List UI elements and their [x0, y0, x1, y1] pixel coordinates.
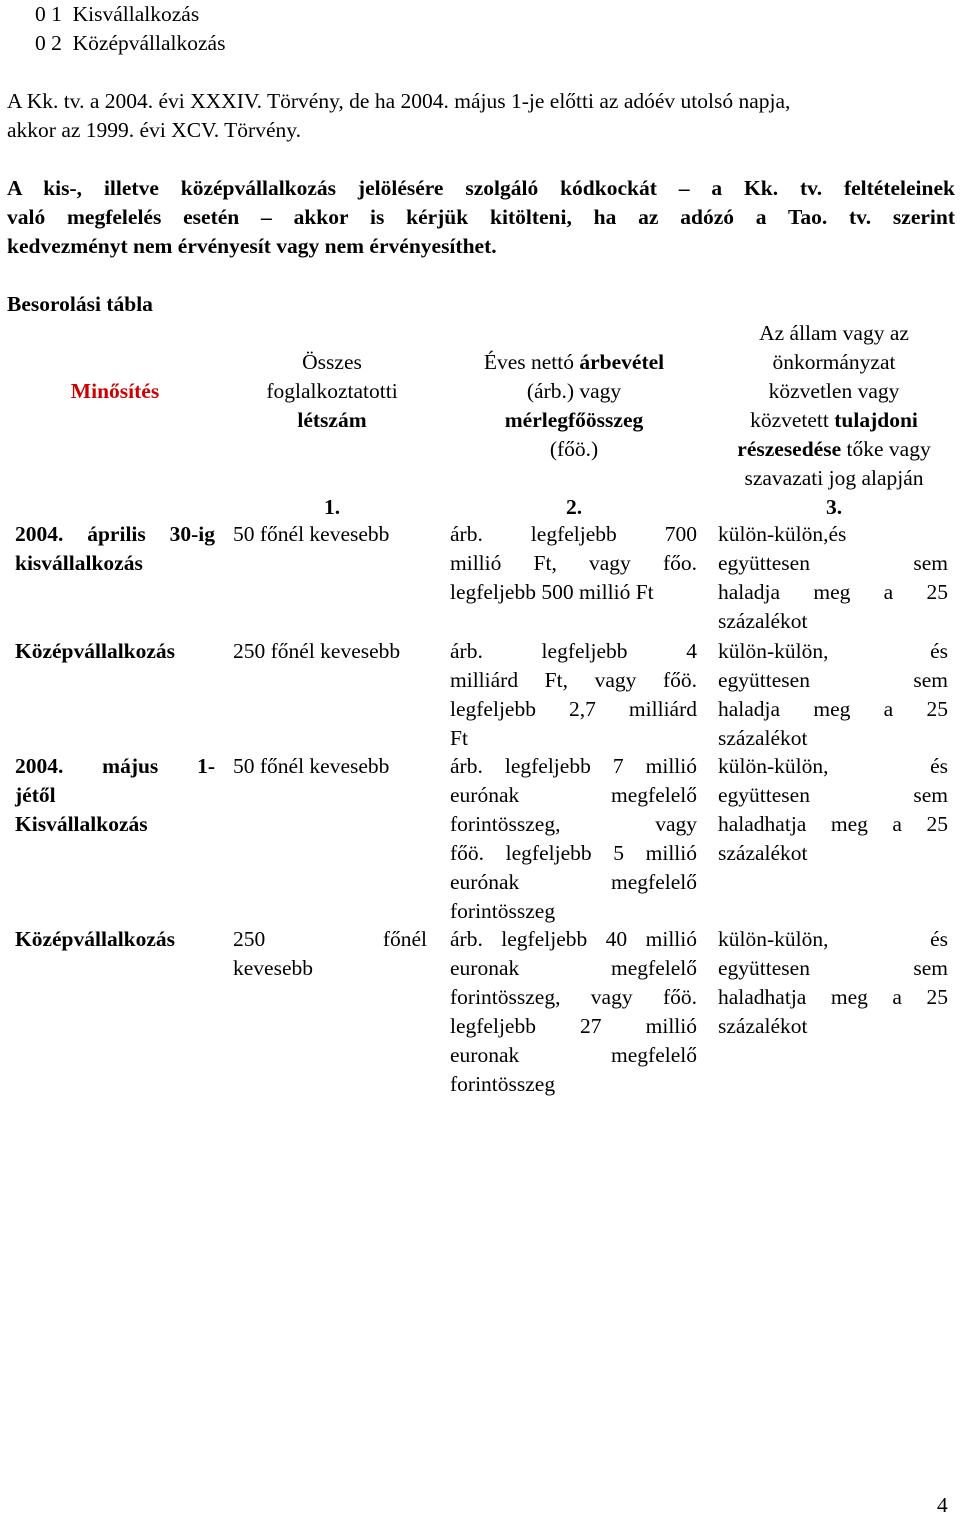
- bold-note-line-1: A kis-, illetve középvállalkozás jelölésére szolgáló kódkockát – a Kk. tv. feltételeinek: [7, 176, 955, 200]
- row-staff-line: 250 főnél: [233, 927, 427, 951]
- row-staff-line: 250 főnél kevesebb: [233, 639, 401, 663]
- row-revenue-line: főö. legfeljebb 5 millió: [450, 841, 697, 865]
- row-label-line: kisvállalkozás: [15, 551, 143, 575]
- row-ownership-line: külön-külön, és: [718, 927, 948, 951]
- row-revenue-line: euronak megfelelő: [450, 956, 697, 980]
- code-label: Kisvállalkozás: [72, 2, 200, 26]
- row-ownership-3: [718, 752, 948, 868]
- code-item-2: [35, 29, 225, 58]
- header-ownership-line-4: [712, 406, 956, 435]
- column-number-2: 2.: [565, 495, 583, 519]
- header-ownership-line-2: önkormányzat: [772, 350, 896, 374]
- bold-note-line-2: való megfelelés esetén – akkor is kérjük kitölteni, ha az adózó a Tao. tv. szerint: [7, 205, 955, 229]
- row-label-line: Kisvállalkozás: [15, 812, 148, 836]
- row-label-line: jétől: [15, 783, 56, 807]
- row-revenue-line: árb. legfeljebb 7 millió: [450, 754, 697, 778]
- row-staff-1: [233, 520, 427, 549]
- header-ownership-line-4-bold: tulajdoni: [834, 408, 918, 432]
- row-ownership-line: együttesen sem: [718, 551, 948, 575]
- row-revenue-line: forintösszeg, vagy főö.: [450, 985, 697, 1009]
- row-label-3: [15, 752, 215, 839]
- row-staff-4: [233, 925, 427, 983]
- row-ownership-line: haladhatja meg a 25: [718, 812, 948, 836]
- row-ownership-line: százalékot: [718, 609, 808, 633]
- header-ownership-line-6: szavazati jog alapján: [744, 466, 924, 490]
- row-revenue-line: legfeljebb 27 millió: [450, 1014, 697, 1038]
- row-staff-line: 50 főnél kevesebb: [233, 754, 390, 778]
- row-revenue-line: forintösszeg: [450, 899, 556, 923]
- row-staff-line: 50 főnél kevesebb: [233, 522, 390, 546]
- column-number-3: 3.: [825, 495, 843, 519]
- row-revenue-4: [450, 925, 697, 1099]
- row-revenue-line: árb. legfeljebb 4: [450, 639, 697, 663]
- code-number: 0 1: [35, 2, 62, 26]
- header-revenue-line-2: (árb.) vagy: [526, 379, 622, 403]
- law-note-line-1: A Kk. tv. a 2004. évi XXXIV. Törvény, de ha 2004. május 1-je előtti az adóév utolsó napja,: [7, 89, 791, 113]
- row-revenue-line: Ft: [450, 726, 468, 750]
- row-ownership-1: [718, 520, 948, 636]
- row-revenue-line: millió Ft, vagy főo.: [450, 551, 697, 575]
- header-ownership: [712, 319, 956, 493]
- row-staff-2: [233, 637, 427, 666]
- header-revenue-line-3: mérlegfőösszeg: [504, 408, 644, 432]
- table-title: Besorolási tábla: [7, 292, 153, 316]
- page-number: 4: [937, 1493, 948, 1517]
- row-revenue-line: árb. legfeljebb 40 millió: [450, 927, 697, 951]
- row-ownership-line: százalékot: [718, 1014, 808, 1038]
- row-label-1: [15, 520, 215, 578]
- row-revenue-3: [450, 752, 697, 926]
- header-ownership-line-5: [712, 435, 956, 464]
- header-qualification: Minősítés: [70, 379, 160, 403]
- header-staff-line-2: foglalkoztatotti: [266, 379, 398, 403]
- row-label-line: 2004. május 1-: [15, 754, 215, 778]
- bold-note-line-3: kedvezményt nem érvényesít vagy nem érvényesíthet.: [7, 234, 497, 258]
- row-revenue-line: forintösszeg: [450, 1072, 556, 1096]
- row-ownership-line: százalékot: [718, 841, 808, 865]
- row-label-4: [15, 925, 215, 954]
- row-staff-line: kevesebb: [233, 956, 313, 980]
- header-ownership-line-4-plain: közvetett: [750, 408, 835, 432]
- row-revenue-line: milliárd Ft, vagy főö.: [450, 668, 697, 692]
- row-label-line: 2004. április 30-ig: [15, 522, 215, 546]
- code-label: Középvállalkozás: [72, 31, 226, 55]
- row-ownership-line: haladhatja meg a 25: [718, 985, 948, 1009]
- code-item-1: [35, 0, 199, 29]
- row-label-2: [15, 637, 215, 666]
- law-note-line-2: akkor az 1999. évi XCV. Törvény.: [7, 118, 301, 142]
- header-revenue-line-1-bold: árbevétel: [579, 350, 665, 374]
- header-revenue-line-1: [448, 348, 700, 377]
- header-revenue-line-1-plain: Éves nettó: [483, 350, 580, 374]
- row-revenue-line: eurónak megfelelő: [450, 870, 697, 894]
- row-revenue-line: euronak megfelelő: [450, 1043, 697, 1067]
- row-ownership-line: haladja meg a 25: [718, 697, 948, 721]
- row-ownership-line: együttesen sem: [718, 956, 948, 980]
- header-revenue: [448, 348, 700, 464]
- row-label-line: Középvállalkozás: [15, 927, 176, 951]
- row-ownership-line: százalékot: [718, 726, 808, 750]
- row-ownership-line: együttesen sem: [718, 783, 948, 807]
- code-number: 0 2: [35, 31, 62, 55]
- row-ownership-line: együttesen sem: [718, 668, 948, 692]
- row-revenue-1: [450, 520, 697, 607]
- row-ownership-line: külön-külön, és: [718, 639, 948, 663]
- row-revenue-line: legfeljebb 2,7 milliárd: [450, 697, 697, 721]
- row-ownership-4: [718, 925, 948, 1041]
- row-revenue-2: [450, 637, 697, 753]
- header-staff: [232, 348, 432, 435]
- row-ownership-line: külön-külön, és: [718, 754, 948, 778]
- header-ownership-line-3: közvetlen vagy: [768, 379, 900, 403]
- row-revenue-line: forintösszeg, vagy: [450, 812, 697, 836]
- row-ownership-2: [718, 637, 948, 753]
- header-ownership-line-1: Az állam vagy az: [759, 321, 909, 345]
- row-revenue-line: eurónak megfelelő: [450, 783, 697, 807]
- column-number-1: 1.: [323, 495, 341, 519]
- row-label-line: Középvállalkozás: [15, 639, 176, 663]
- row-revenue-line: legfeljebb 500 millió Ft: [450, 580, 654, 604]
- header-revenue-line-4: (főö.): [549, 437, 599, 461]
- row-ownership-line: külön-külön,és: [718, 522, 847, 546]
- row-staff-3: [233, 752, 427, 781]
- row-ownership-line: haladja meg a 25: [718, 580, 948, 604]
- row-revenue-line: árb. legfeljebb 700: [450, 522, 697, 546]
- header-ownership-line-5-bold: részesedése: [737, 437, 842, 461]
- header-staff-line-3: létszám: [297, 408, 367, 432]
- header-staff-line-1: Összes: [302, 350, 362, 374]
- header-ownership-line-5-plain: tőke vagy: [841, 437, 931, 461]
